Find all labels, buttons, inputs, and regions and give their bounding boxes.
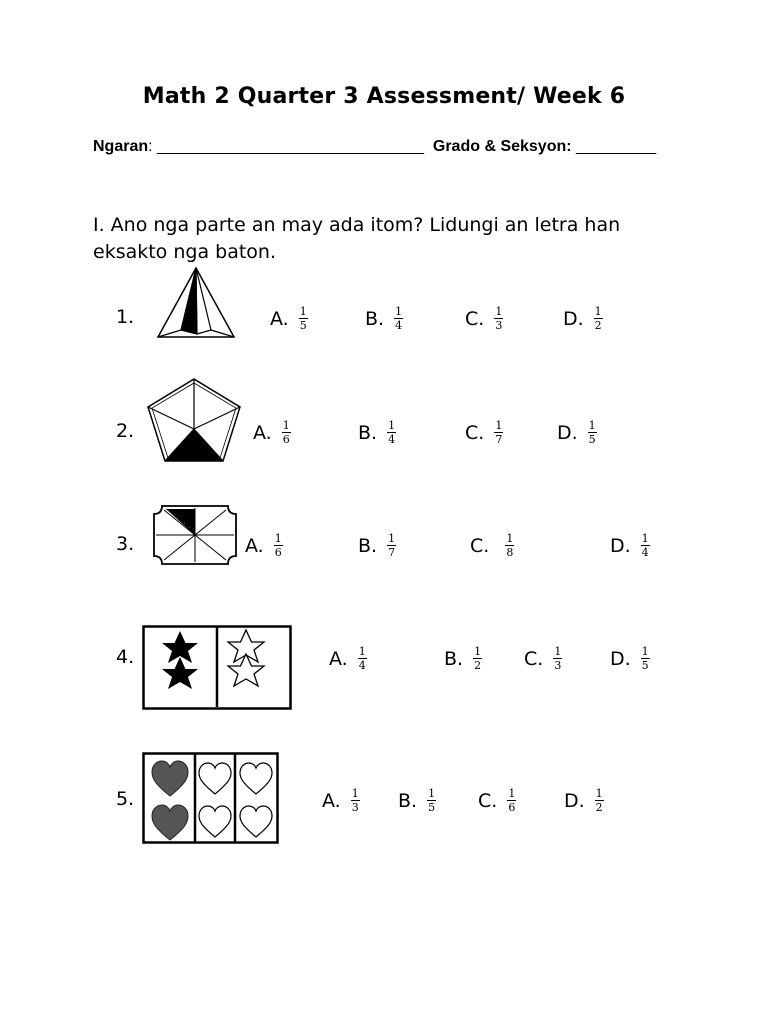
- option-letter: D.: [610, 534, 631, 557]
- fraction-numerator: 1: [495, 305, 503, 318]
- instruction-text: I. Ano nga parte an may ada itom? Lidungi an letra han eksakto nga baton.: [93, 214, 621, 263]
- fraction: [282, 420, 291, 445]
- fraction: [507, 788, 516, 813]
- option-a[interactable]: [253, 420, 291, 445]
- option-b[interactable]: [444, 646, 482, 671]
- fraction: [473, 646, 482, 671]
- fraction: [594, 306, 603, 331]
- fraction: [299, 306, 308, 331]
- fraction: [358, 646, 367, 671]
- fraction-numerator: 1: [358, 645, 366, 658]
- option-letter: B.: [444, 647, 464, 670]
- fraction: [588, 420, 597, 445]
- option-c[interactable]: [524, 646, 562, 671]
- fraction-numerator: 1: [474, 645, 482, 658]
- name-blank[interactable]: ______________________________: [157, 138, 424, 155]
- option-d[interactable]: [610, 646, 650, 671]
- fraction-numerator: 1: [641, 645, 649, 658]
- fraction-denominator: 7: [495, 433, 503, 446]
- fraction-numerator: 1: [595, 787, 603, 800]
- option-letter: D.: [563, 307, 584, 330]
- question-number: 1.: [116, 306, 135, 328]
- option-letter: A.: [245, 534, 264, 557]
- fraction: [505, 533, 514, 558]
- option-letter: C.: [524, 647, 544, 670]
- fraction-denominator: 6: [508, 801, 516, 814]
- option-d[interactable]: [564, 788, 604, 813]
- fraction-denominator: 3: [554, 659, 562, 672]
- octagon-icon: [152, 504, 238, 566]
- fraction-denominator: 8: [506, 546, 514, 559]
- option-c[interactable]: [465, 306, 503, 331]
- fraction-denominator: 3: [351, 801, 359, 814]
- option-d[interactable]: [610, 533, 650, 558]
- fraction: [494, 306, 503, 331]
- fraction-denominator: 4: [358, 659, 366, 672]
- fraction-numerator: 1: [388, 419, 396, 432]
- option-letter: C.: [465, 307, 485, 330]
- fraction-denominator: 6: [274, 546, 282, 559]
- fraction: [387, 420, 396, 445]
- fraction: [641, 533, 650, 558]
- fraction-denominator: 2: [474, 659, 482, 672]
- option-letter: D.: [557, 421, 578, 444]
- name-colon: :: [148, 138, 153, 155]
- question-number: 5.: [116, 788, 135, 810]
- fraction: [641, 646, 650, 671]
- option-letter: C.: [470, 534, 490, 557]
- fraction-denominator: 4: [395, 319, 403, 332]
- option-letter: B.: [358, 534, 378, 557]
- option-b[interactable]: [398, 788, 436, 813]
- fraction-numerator: 1: [554, 645, 562, 658]
- fraction-numerator: 1: [508, 787, 516, 800]
- triangle-icon: [155, 266, 237, 340]
- fraction-denominator: 6: [282, 433, 290, 446]
- fraction-numerator: 1: [594, 305, 602, 318]
- fraction: [595, 788, 604, 813]
- fraction-numerator: 1: [282, 419, 290, 432]
- option-c[interactable]: [470, 533, 514, 558]
- fraction: [387, 533, 396, 558]
- fraction-numerator: 1: [395, 305, 403, 318]
- fraction-numerator: 1: [388, 532, 396, 545]
- option-letter: B.: [365, 307, 385, 330]
- option-letter: B.: [398, 789, 418, 812]
- name-label: Ngaran: [93, 138, 149, 155]
- fraction-numerator: 1: [351, 787, 359, 800]
- fraction-denominator: 5: [299, 319, 307, 332]
- option-b[interactable]: [358, 420, 396, 445]
- option-a[interactable]: [329, 646, 367, 671]
- fraction-numerator: 1: [495, 419, 503, 432]
- fraction-denominator: 5: [641, 659, 649, 672]
- fraction-denominator: 2: [595, 801, 603, 814]
- option-a[interactable]: [245, 533, 283, 558]
- fraction-numerator: 1: [274, 532, 282, 545]
- fraction: [351, 788, 360, 813]
- fraction-numerator: 1: [588, 419, 596, 432]
- fraction-numerator: 1: [428, 787, 436, 800]
- option-letter: A.: [270, 307, 289, 330]
- fraction: [553, 646, 562, 671]
- fraction-denominator: 5: [428, 801, 436, 814]
- fraction-numerator: 1: [506, 532, 514, 545]
- option-d[interactable]: [557, 420, 597, 445]
- option-letter: A.: [329, 647, 348, 670]
- fraction-denominator: 7: [388, 546, 396, 559]
- fraction-denominator: 4: [641, 546, 649, 559]
- fraction-denominator: 3: [495, 319, 503, 332]
- option-letter: C.: [465, 421, 485, 444]
- name-grade-row: [93, 138, 656, 156]
- fraction: [274, 533, 283, 558]
- fraction-denominator: 5: [588, 433, 596, 446]
- question-number: 4.: [116, 646, 135, 668]
- option-letter: D.: [564, 789, 585, 812]
- fraction-denominator: 2: [594, 319, 602, 332]
- option-c[interactable]: [478, 788, 516, 813]
- fraction: [394, 306, 403, 331]
- option-letter: D.: [610, 647, 631, 670]
- option-c[interactable]: [465, 420, 503, 445]
- option-letter: B.: [358, 421, 378, 444]
- question-number: 3.: [116, 533, 135, 555]
- fraction-numerator: 1: [641, 532, 649, 545]
- option-b[interactable]: [358, 533, 396, 558]
- fraction-denominator: 4: [388, 433, 396, 446]
- fraction: [427, 788, 436, 813]
- page-title: Math 2 Quarter 3 Assessment/ Week 6: [142, 84, 626, 109]
- grade-blank[interactable]: _________: [576, 138, 657, 155]
- option-letter: A.: [253, 421, 272, 444]
- pentagon-icon: [146, 377, 242, 463]
- option-a[interactable]: [270, 306, 308, 331]
- option-letter: A.: [322, 789, 341, 812]
- question-number: 2.: [116, 420, 135, 442]
- grade-label: Grado & Seksyon:: [432, 138, 572, 155]
- fraction: [494, 420, 503, 445]
- hearts-icon: [142, 752, 280, 846]
- option-b[interactable]: [365, 306, 403, 331]
- option-d[interactable]: [563, 306, 603, 331]
- option-letter: C.: [478, 789, 498, 812]
- stars-icon: [142, 625, 292, 711]
- fraction-numerator: 1: [299, 305, 307, 318]
- option-a[interactable]: [322, 788, 360, 813]
